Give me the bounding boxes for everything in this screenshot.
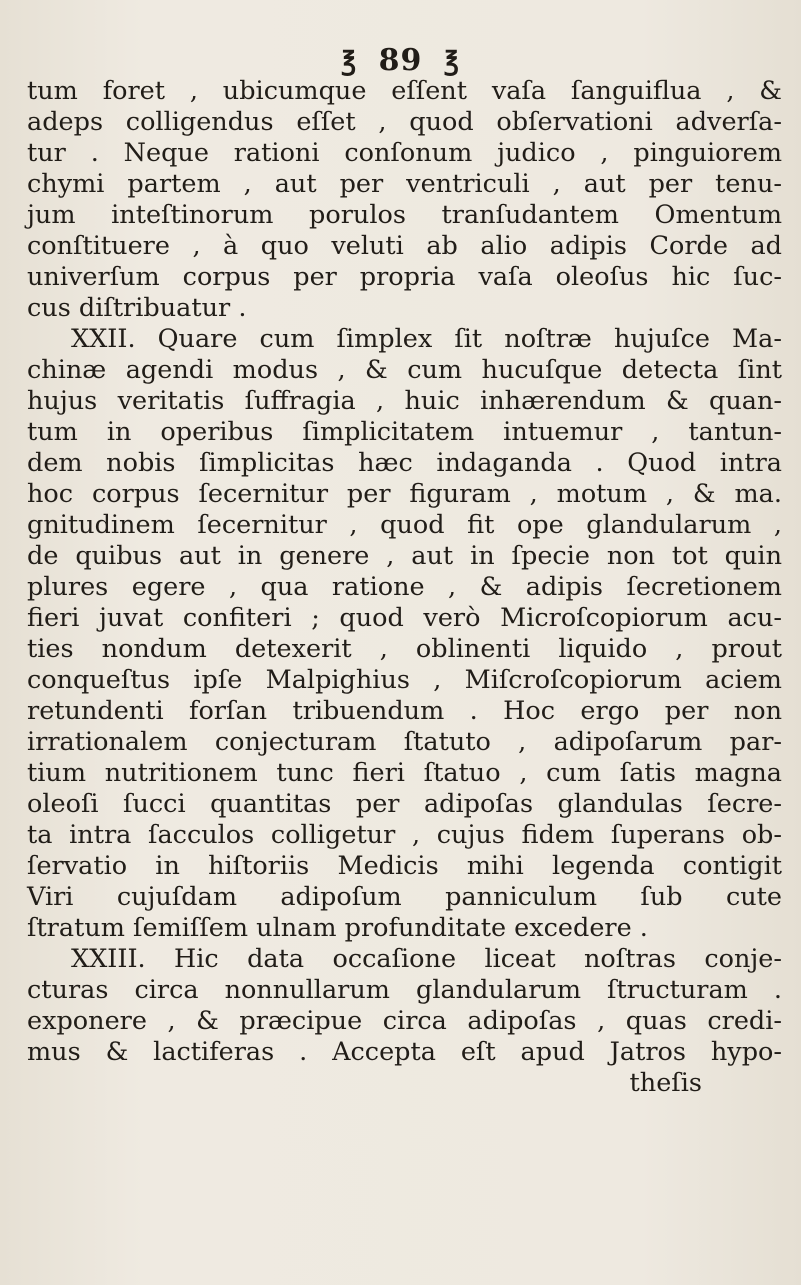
body-text xyxy=(27,76,782,1099)
text-line: retundenti forſan tribuendum . Hoc ergo per non xyxy=(27,696,782,726)
text-line: jum inteſtinorum porulos tranſudantem Omentum xyxy=(27,200,782,230)
page-number: 89 xyxy=(378,43,423,78)
text-line: cturas circa nonnullarum glandularum ſtructuram . xyxy=(27,975,782,1005)
text-line: plures egere , qua ratione , & adipis ſecretionem xyxy=(27,572,782,602)
text-line: tum in operibus ſimplicitatem intuemur , tantun- xyxy=(27,417,782,447)
text-line: hoc corpus ſecernitur per figuram , motum , & ma. xyxy=(27,479,782,509)
text-line: cus diſtribuatur . xyxy=(27,293,247,323)
text-line: ta intra ſacculos colligetur , cujus fidem ſuperans ob- xyxy=(27,820,782,850)
text-line: hujus veritatis ſuffragia , huic inhærendum & quan- xyxy=(27,386,782,416)
section-heading-line: XXIII. Hic data occaſione liceat noſtras conje- xyxy=(71,944,782,974)
section-heading-line: XXII. Quare cum ſimplex ſit noſtræ hujuſce Ma- xyxy=(71,324,782,354)
text-line: conſtituere , à quo veluti ab alio adipis Corde ad xyxy=(27,231,782,261)
text-line: ſervatio in hiſtoriis Medicis mihi legenda contigit xyxy=(27,851,782,881)
text-line: mus & lactiferas . Accepta eſt apud Jatros hypo- xyxy=(27,1037,782,1067)
text-line: irrationalem conjecturam ſtatuto , adipoſarum par- xyxy=(27,727,782,757)
text-line: tur . Neque rationi conſonum judico , pinguiorem xyxy=(27,138,782,168)
running-head xyxy=(0,43,801,78)
text-line: ties nondum detexerit , oblinenti liquido , prout xyxy=(27,634,782,664)
text-line: univerſum corpus per propria vaſa oleoſus hic ſuc- xyxy=(27,262,782,292)
text-line: chymi partem , aut per ventriculi , aut per tenu- xyxy=(27,169,782,199)
catchword: theſis xyxy=(629,1068,702,1098)
text-line: dem nobis ſimplicitas hæc indaganda . Quod intra xyxy=(27,448,782,478)
text-line: tium nutritionem tunc fieri ſtatuo , cum ſatis magna xyxy=(27,758,782,788)
text-line: Viri cujuſdam adipoſum panniculum ſub cute xyxy=(27,882,782,912)
text-line: tum foret , ubicumque eſſent vaſa ſanguiflua , & xyxy=(27,76,782,106)
text-line: fieri juvat confiteri ; quod verò Microſcopiorum acu- xyxy=(27,603,782,633)
fleuron-right-icon: ℥ xyxy=(443,47,460,77)
text-line: ſtratum ſemiſſem ulnam profunditate excedere . xyxy=(27,913,648,943)
text-line: conqueſtus ipſe Malpighius , Miſcroſcopiorum aciem xyxy=(27,665,782,695)
text-line: gnitudinem ſecernitur , quod fit ope glandularum , xyxy=(27,510,782,540)
text-line: adeps colligendus eſſet , quod obſervationi adverſa- xyxy=(27,107,782,137)
text-line: exponere , & præcipue circa adipoſas , quas credi- xyxy=(27,1006,782,1036)
fleuron-left-icon: ℥ xyxy=(341,47,358,77)
text-line: chinæ agendi modus , & cum hucuſque detecta ſint xyxy=(27,355,782,385)
text-line: oleoſi ſucci quantitas per adipoſas glandulas ſecre- xyxy=(27,789,782,819)
text-line: de quibus aut in genere , aut in ſpecie non tot quin xyxy=(27,541,782,571)
